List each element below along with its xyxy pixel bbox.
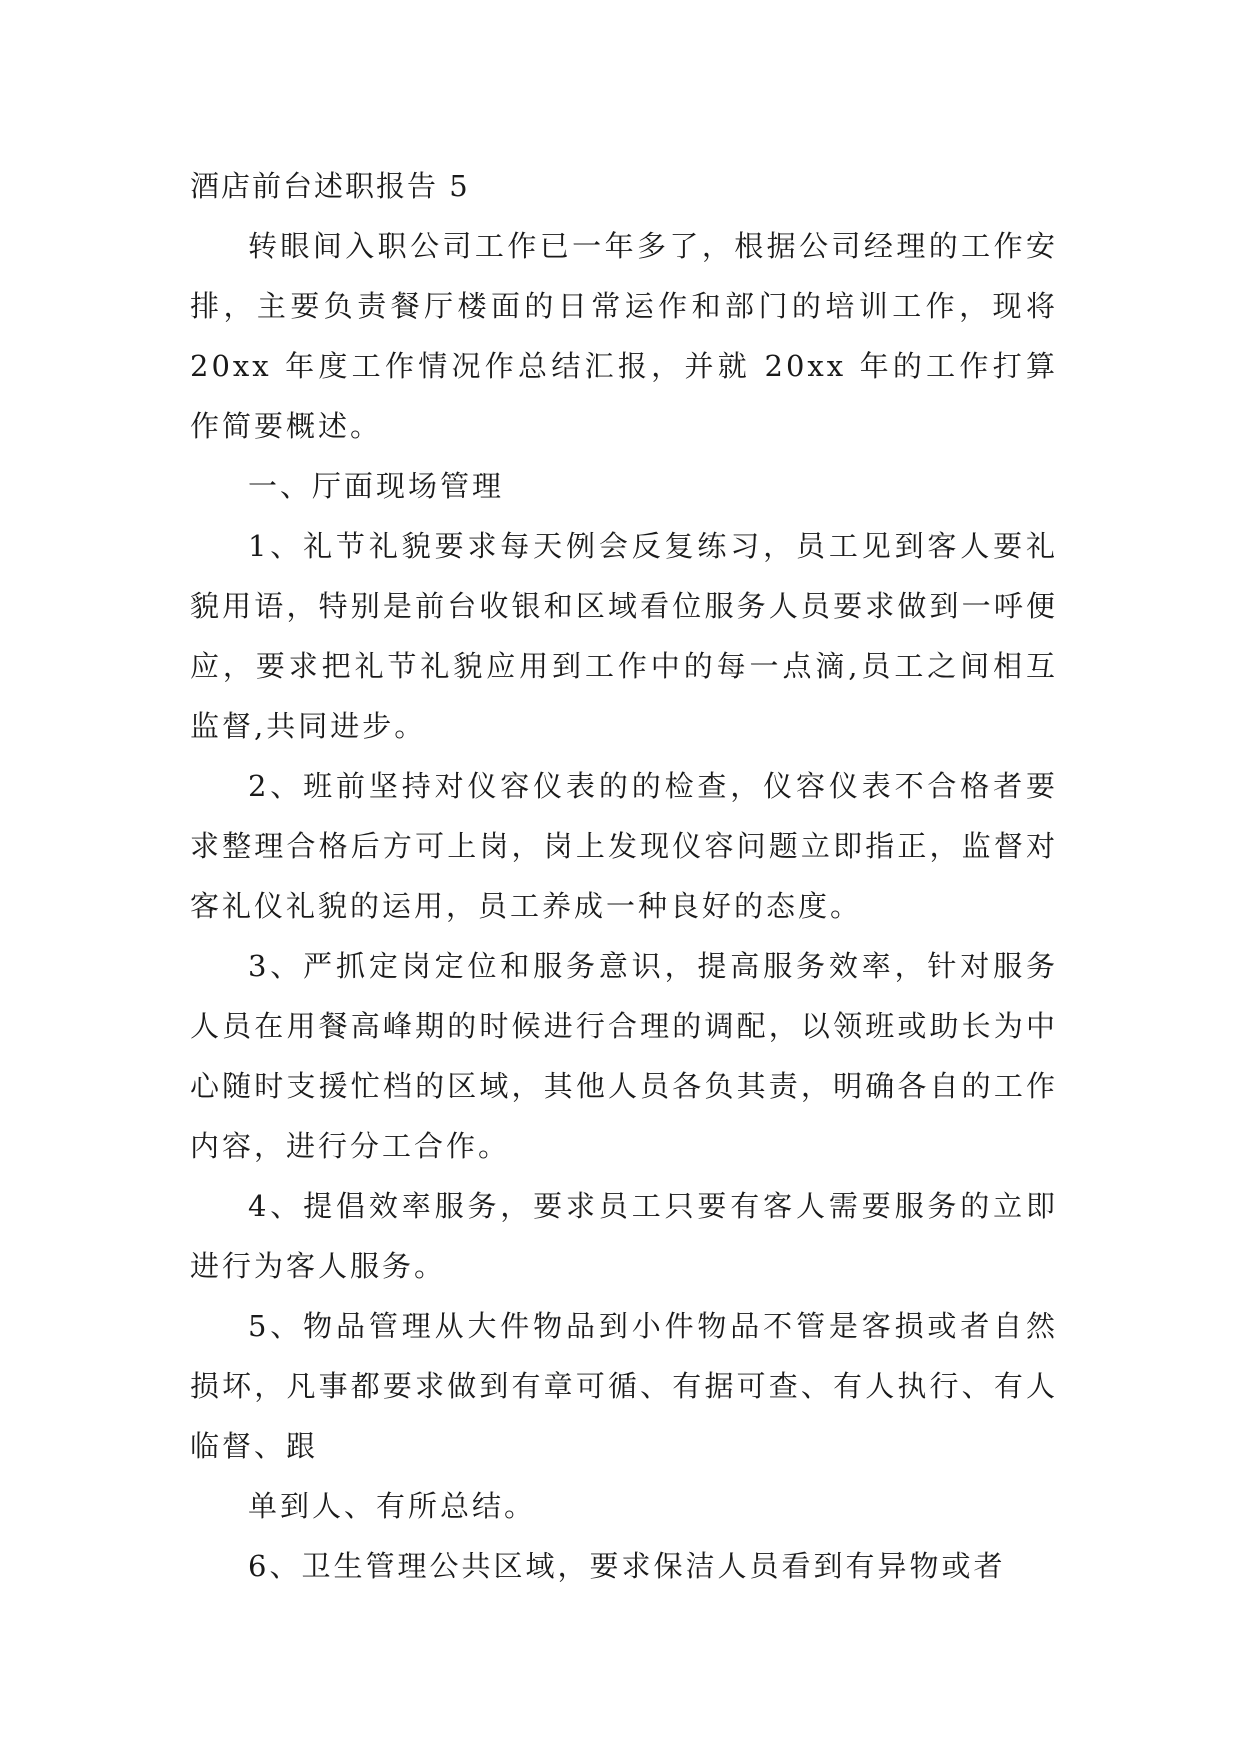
paragraph-item-6: 6、卫生管理公共区域，要求保洁人员看到有异物或者 (248, 1549, 1006, 1583)
paragraph-intro: 转眼间入职公司工作已一年多了，根据公司经理的工作安排，主要负责餐厅楼面的日常运作和部门的培训工作，现将 20xx 年度工作情况作总结汇报，并就 20xx 年的工作打算作简要概述。 (190, 229, 1058, 443)
document-body (190, 156, 1058, 1596)
paragraph-item-2: 2、班前坚持对仪容仪表的的检查，仪容仪表不合格者要求整理合格后方可上岗，岗上发现仪容问题立即指正，监督对客礼仪礼貌的运用，员工养成一种良好的态度。 (190, 769, 1058, 923)
document-title: 酒店前台述职报告 5 (190, 169, 470, 203)
paragraph-item-3: 3、严抓定岗定位和服务意识，提高服务效率，针对服务人员在用餐高峰期的时候进行合理的调配，以领班或助长为中心随时支援忙档的区域，其他人员各负其责，明确各自的工作内容，进行分工合作。 (190, 949, 1058, 1163)
paragraph-item-1: 1、礼节礼貌要求每天例会反复练习，员工见到客人要礼貌用语，特别是前台收银和区域看位服务人员要求做到一呼便应，要求把礼节礼貌应用到工作中的每一点滴,员工之间相互监督,共同进步。 (190, 529, 1058, 743)
section-heading-hall-management: 一、厅面现场管理 (248, 469, 505, 503)
paragraph-item-4: 4、提倡效率服务，要求员工只要有客人需要服务的立即进行为客人服务。 (190, 1189, 1058, 1283)
paragraph-item-5: 5、物品管理从大件物品到小件物品不管是客损或者自然损坏，凡事都要求做到有章可循、有据可查、有人执行、有人临督、跟 (190, 1309, 1058, 1463)
paragraph-item-5-continued: 单到人、有所总结。 (248, 1489, 537, 1523)
